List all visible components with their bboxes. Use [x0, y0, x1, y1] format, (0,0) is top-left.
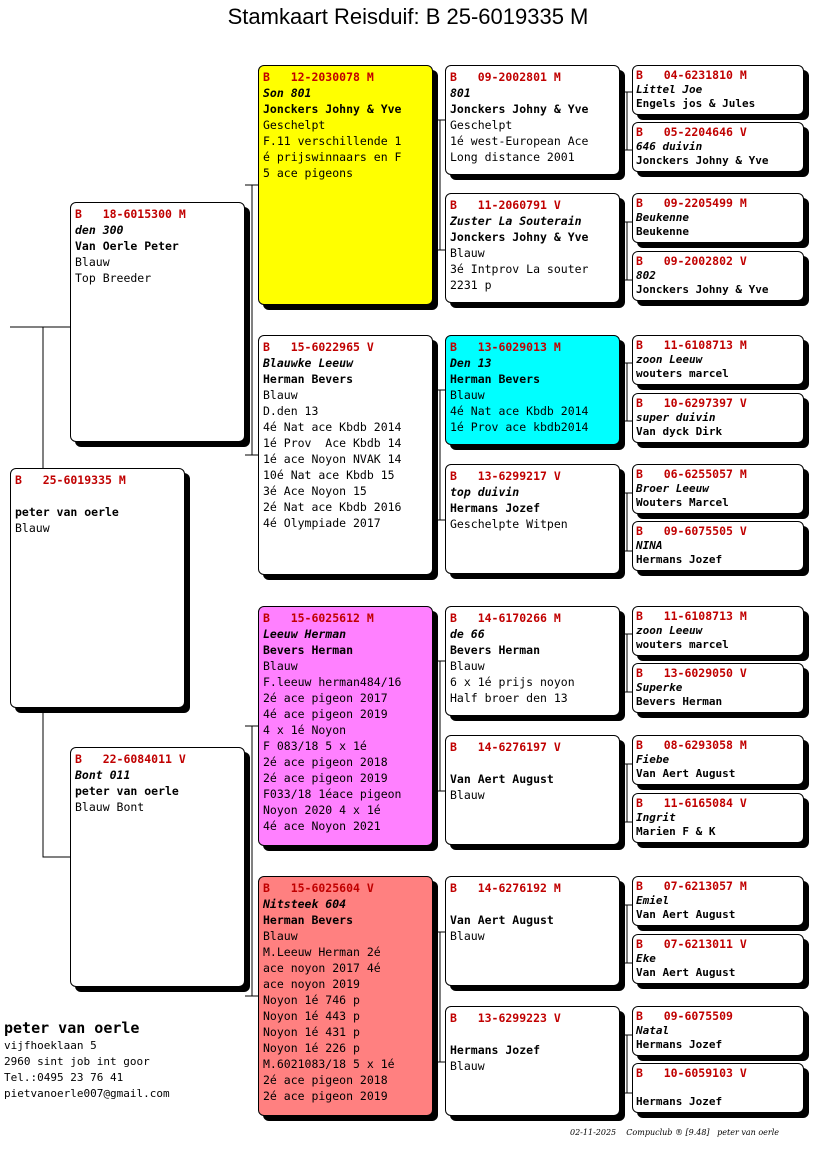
owner-name: peter van oerle	[4, 1019, 140, 1037]
owner-name: Herman Bevers	[263, 913, 354, 927]
detail-line: 10é Nat ace Kbdb 15	[263, 468, 395, 482]
detail-line: Blauw	[450, 929, 485, 943]
detail-line: F.leeuw herman484/16	[263, 675, 402, 689]
pigeon-card-h3	[632, 193, 804, 243]
pigeon-card-h16	[632, 1063, 804, 1113]
detail-line: Geschelpte Witpen	[450, 517, 568, 531]
detail-line: Noyon 1é 431 p	[263, 1025, 360, 1039]
owner-name: Jonckers Johny & Yve	[636, 154, 769, 167]
ring-number: B 14-6170266 M	[450, 611, 561, 625]
detail-line: Noyon 1é 443 p	[263, 1009, 360, 1023]
pigeon-name: de 66	[450, 627, 485, 641]
ring-number: B 11-6108713 M	[636, 609, 747, 623]
detail-line: Noyon 1é 746 p	[263, 993, 360, 1007]
pigeon-card-dd	[258, 876, 433, 1116]
ring-number: B 04-6231810 M	[636, 68, 747, 82]
pigeon-card-h13	[632, 876, 804, 926]
pigeon-name	[636, 1081, 800, 1096]
owner-name: Hermans Jozef	[636, 1095, 723, 1108]
pigeon-card-ss	[258, 65, 433, 305]
detail-line: Blauw	[263, 388, 298, 402]
pigeon-card-subject	[10, 468, 185, 708]
detail-line: M.6021083/18 5 x 1é	[263, 1057, 395, 1071]
detail-line: 4é Olympiade 2017	[263, 516, 381, 530]
pigeon-name: super duivin	[636, 410, 716, 424]
pigeon-card-g7	[445, 876, 620, 986]
pigeon-name: Eke	[636, 951, 656, 965]
owner-name: Van Aert August	[636, 966, 736, 979]
ring-number: B 13-6299223 V	[450, 1011, 561, 1025]
detail-line: Blauw	[263, 659, 298, 673]
pigeon-name: zoon Leeuw	[636, 623, 703, 637]
pigeon-card-h7	[632, 464, 804, 514]
owner-name: peter van oerle	[75, 784, 179, 798]
detail-line: 3é Ace Noyon 15	[263, 484, 367, 498]
detail-line: ace noyon 2017 4é	[263, 961, 381, 975]
ring-number: B 09-2002801 M	[450, 70, 561, 84]
owner-name: Bevers Herman	[263, 643, 354, 657]
detail-line: Noyon 2020 4 x 1é	[263, 803, 381, 817]
ring-number: B 18-6015300 M	[75, 207, 186, 221]
detail-line: Blauw	[450, 1059, 485, 1073]
ring-number: B 14-6276197 V	[450, 740, 561, 754]
detail-line: Blauw	[15, 521, 50, 535]
detail-line: 1é ace Noyon NVAK 14	[263, 452, 402, 466]
detail-line: ace noyon 2019	[263, 977, 360, 991]
ring-number: B 06-6255057 M	[636, 467, 747, 481]
owner-name: Jonckers Johny & Yve	[263, 102, 402, 116]
pigeon-name: den 300	[75, 223, 124, 237]
pigeon-name: Emiel	[636, 893, 670, 907]
ring-number: B 15-6022965 V	[263, 340, 374, 354]
pigeon-name: Superke	[636, 680, 683, 694]
owner-name: Herman Bevers	[450, 372, 541, 386]
footer-credit: 02-11-2025 Compuclub ® [9.48] peter van oerle	[570, 1128, 779, 1137]
owner-name: Wouters Marcel	[636, 496, 729, 509]
pigeon-card-sd	[258, 335, 433, 575]
detail-line: Geschelpt	[263, 118, 326, 132]
pigeon-name: 802	[636, 268, 656, 282]
pigeon-card-g1	[445, 65, 620, 175]
owner-name: Hermans Jozef	[636, 553, 723, 566]
pigeon-name: Beukenne	[636, 210, 689, 224]
ring-number: B 11-2060791 V	[450, 198, 561, 212]
detail-line: Blauw	[450, 246, 485, 260]
owner-name: Jonckers Johny & Yve	[450, 230, 589, 244]
detail-line: 2é ace pigeon 2018	[263, 1073, 388, 1087]
detail-line: F033/18 1éace pigeon	[263, 787, 402, 801]
owner-name: Jonckers Johny & Yve	[450, 102, 589, 116]
detail-line: Top Breeder	[75, 271, 152, 285]
detail-line: 6 x 1é prijs noyon	[450, 675, 575, 689]
pigeon-name: Leeuw Herman	[263, 627, 347, 641]
detail-line: 4é ace pigeon 2019	[263, 707, 388, 721]
owner-phone: Tel.:0495 23 76 41	[4, 1071, 124, 1084]
detail-line: Blauw	[450, 659, 485, 673]
owner-name: Jonckers Johny & Yve	[636, 283, 769, 296]
detail-line: Noyon 1é 226 p	[263, 1041, 360, 1055]
detail-line: F.11 verschillende 1	[263, 134, 402, 148]
detail-line: é prijswinnaars en F	[263, 150, 402, 164]
detail-line: 4é ace Noyon 2021	[263, 819, 381, 833]
ring-number: B 15-6025612 M	[263, 611, 374, 625]
owner-name: Hermans Jozef	[450, 501, 541, 515]
pigeon-name: top duivin	[450, 485, 520, 499]
ring-number: B 09-6075505 V	[636, 524, 747, 538]
ring-number: B 13-6029050 V	[636, 666, 747, 680]
owner-name: wouters marcel	[636, 638, 729, 651]
ring-number: B 25-6019335 M	[15, 473, 126, 487]
pigeon-card-g3	[445, 335, 620, 445]
pigeon-card-g8	[445, 1006, 620, 1116]
pigeon-card-h10	[632, 663, 804, 713]
detail-line: Blauw	[450, 388, 485, 402]
pigeon-name: 646 duivin	[636, 139, 703, 153]
pigeon-card-h8	[632, 521, 804, 571]
detail-line: peter van oerle	[15, 505, 119, 519]
detail-line: 2é ace pigeon 2019	[263, 1089, 388, 1103]
detail-line: D.den 13	[263, 404, 319, 418]
detail-line: Long distance 2001	[450, 150, 575, 164]
ring-number: B 05-2204646 V	[636, 125, 747, 139]
pigeon-card-h4	[632, 251, 804, 301]
pigeon-name: 801	[450, 86, 471, 100]
detail-line: 3é Intprov La souter	[450, 262, 589, 276]
detail-line: 2231 p	[450, 278, 492, 292]
ring-number: B 11-6165084 V	[636, 796, 747, 810]
owner-name: Van Aert August	[450, 772, 554, 786]
pigeon-card-h2	[632, 122, 804, 172]
pigeon-card-h12	[632, 793, 804, 843]
pigeon-name	[450, 1026, 615, 1042]
detail-line: Blauw	[450, 788, 485, 802]
ring-number: B 22-6084011 V	[75, 752, 186, 766]
owner-name: Beukenne	[636, 225, 689, 238]
pigeon-name: Natal	[636, 1023, 670, 1037]
owner-street: vijfhoeklaan 5	[4, 1039, 97, 1052]
pigeon-name: Blauwke Leeuw	[263, 356, 354, 370]
ring-number: B 09-2205499 M	[636, 196, 747, 210]
detail-line: 4 x 1é Noyon	[263, 723, 347, 737]
pigeon-name: Bont 011	[75, 768, 131, 782]
owner-name: Bevers Herman	[636, 695, 723, 708]
pigeon-card-h14	[632, 934, 804, 984]
pigeon-card-g6	[445, 735, 620, 845]
pigeon-name: Den 13	[450, 356, 492, 370]
owner-name: wouters marcel	[636, 367, 729, 380]
owner-name: Van Oerle Peter	[75, 239, 179, 253]
owner-name: Hermans Jozef	[636, 1038, 723, 1051]
owner-name: Bevers Herman	[450, 643, 541, 657]
pigeon-card-h15	[632, 1006, 804, 1056]
pigeon-name: Littel Joe	[636, 82, 703, 96]
owner-name: Marien F & K	[636, 825, 716, 838]
detail-line: 2é Nat ace Kbdb 2016	[263, 500, 402, 514]
detail-line: F 083/18 5 x 1é	[263, 739, 367, 753]
detail-line: 1é Prov ace kbdb2014	[450, 420, 589, 434]
ring-number: B 11-6108713 M	[636, 338, 747, 352]
pigeon-card-sire	[70, 202, 245, 442]
ring-number: B 09-2002802 V	[636, 254, 747, 268]
pigeon-name: Zuster La Souterain	[450, 214, 582, 228]
pigeon-name	[450, 755, 615, 771]
owner-name: Van Aert August	[636, 908, 736, 921]
pigeon-name	[450, 896, 615, 912]
pigeon-card-dam	[70, 747, 245, 987]
pigeon-name: NINA	[636, 538, 663, 552]
ring-number: B 13-6029013 M	[450, 340, 561, 354]
owner-name: Van Aert August	[450, 913, 554, 927]
pigeon-card-h6	[632, 393, 804, 443]
pigeon-name: Broer Leeuw	[636, 481, 709, 495]
detail-line: Blauw Bont	[75, 800, 145, 814]
owner-address-block	[4, 1018, 170, 1102]
pigeon-name: Son 801	[263, 86, 312, 100]
detail-line: 1é Prov Ace Kbdb 14	[263, 436, 402, 450]
detail-line: Blauw	[263, 929, 298, 943]
detail-line: 2é ace pigeon 2017	[263, 691, 388, 705]
pigeon-name: Fiebe	[636, 752, 670, 766]
ring-number: B 14-6276192 M	[450, 881, 561, 895]
ring-number: B 10-6059103 V	[636, 1066, 747, 1080]
pigeon-card-g2	[445, 193, 620, 303]
owner-name: Van Aert August	[636, 767, 736, 780]
ring-number: B 09-6075509	[636, 1009, 733, 1023]
detail-line: 2é ace pigeon 2018	[263, 755, 388, 769]
ring-number: B 07-6213057 M	[636, 879, 747, 893]
detail-line: Geschelpt	[450, 118, 513, 132]
page-title: Stamkaart Reisduif: B 25-6019335 M	[227, 4, 589, 29]
ring-number: B 12-2030078 M	[263, 70, 374, 84]
owner-city: 2960 sint job int goor	[4, 1055, 150, 1068]
owner-email: pietvanoerle007@gmail.com	[4, 1087, 170, 1100]
pigeon-card-h5	[632, 335, 804, 385]
detail-line: 5 ace pigeons	[263, 166, 354, 180]
ring-number: B 08-6293058 M	[636, 738, 747, 752]
ring-number: B 13-6299217 V	[450, 469, 561, 483]
detail-line: 2é ace pigeon 2019	[263, 771, 388, 785]
pigeon-name: Ingrit	[636, 810, 676, 824]
detail-line: 4é Nat ace Kbdb 2014	[450, 404, 589, 418]
ring-number: B 10-6297397 V	[636, 396, 747, 410]
detail-line: M.Leeuw Herman 2é	[263, 945, 381, 959]
pigeon-card-g4	[445, 464, 620, 574]
pigeon-card-g5	[445, 606, 620, 716]
ring-number: B 15-6025604 V	[263, 881, 374, 895]
detail-line: 4é Nat ace Kbdb 2014	[263, 420, 402, 434]
owner-name: Hermans Jozef	[450, 1043, 541, 1057]
pigeon-name	[15, 488, 180, 504]
detail-line: 1é west-European Ace	[450, 134, 589, 148]
owner-name: Van dyck Dirk	[636, 425, 723, 438]
owner-name: Herman Bevers	[263, 372, 354, 386]
pigeon-card-h1	[632, 65, 804, 115]
pigeon-card-h9	[632, 606, 804, 656]
pigeon-name: Nitsteek 604	[263, 897, 347, 911]
detail-line: Blauw	[75, 255, 110, 269]
detail-line: Half broer den 13	[450, 691, 568, 705]
ring-number: B 07-6213011 V	[636, 937, 747, 951]
pigeon-name: zoon Leeuw	[636, 352, 703, 366]
pigeon-card-h11	[632, 735, 804, 785]
owner-name: Engels jos & Jules	[636, 97, 756, 110]
pigeon-card-ds	[258, 606, 433, 846]
